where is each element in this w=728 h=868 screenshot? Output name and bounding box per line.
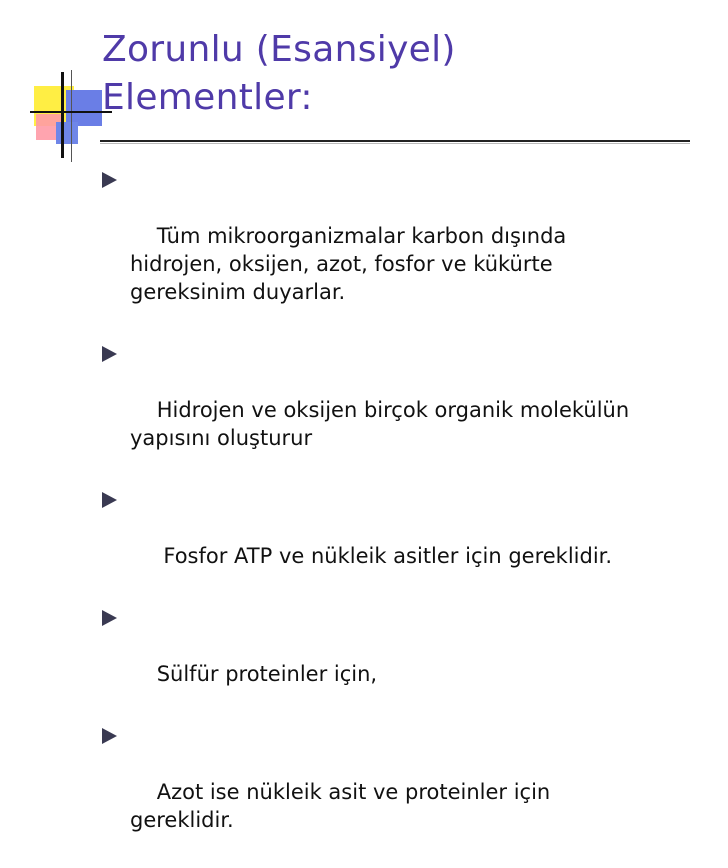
bullet-text: Hidrojen ve oksijen birçok organik molekülün yapısını oluşturur (130, 398, 630, 450)
bullet-item (102, 166, 706, 334)
slide-title-line-2: Elementler: (102, 77, 313, 118)
bullet-item (102, 486, 706, 598)
bullet-text: Tüm mikroorganizmalar karbon dışında hidrojen, oksijen, azot, fosfor ve kükürte gereksinim duyarlar. (130, 224, 567, 304)
decorative-vertical-line (61, 72, 64, 158)
slide-title (102, 26, 702, 122)
bullet-text: Sülfür proteinler için, (156, 662, 378, 686)
bullet-text: Fosfor ATP ve nükleik asitler için gereklidir. (156, 544, 613, 568)
bullet-arrow-icon (102, 172, 117, 188)
decorative-blue-square-small (56, 122, 78, 144)
decorative-horizontal-line (30, 111, 112, 113)
bullet-arrow-icon (102, 610, 117, 626)
bullet-text: Azot ise nükleik asit ve proteinler için gereklidir. (130, 780, 551, 832)
title-underline (100, 140, 690, 142)
bullet-item (102, 340, 706, 480)
bullet-item (102, 604, 706, 716)
title-underline-shadow (100, 143, 690, 144)
bullet-arrow-icon (102, 492, 117, 508)
bullet-item (102, 722, 706, 862)
slide-title-line-1: Zorunlu (Esansiyel) (102, 29, 456, 70)
bullet-arrow-icon (102, 346, 117, 362)
bullet-list (102, 166, 706, 868)
decorative-vertical-line-thin (71, 70, 72, 162)
bullet-arrow-icon (102, 728, 117, 744)
